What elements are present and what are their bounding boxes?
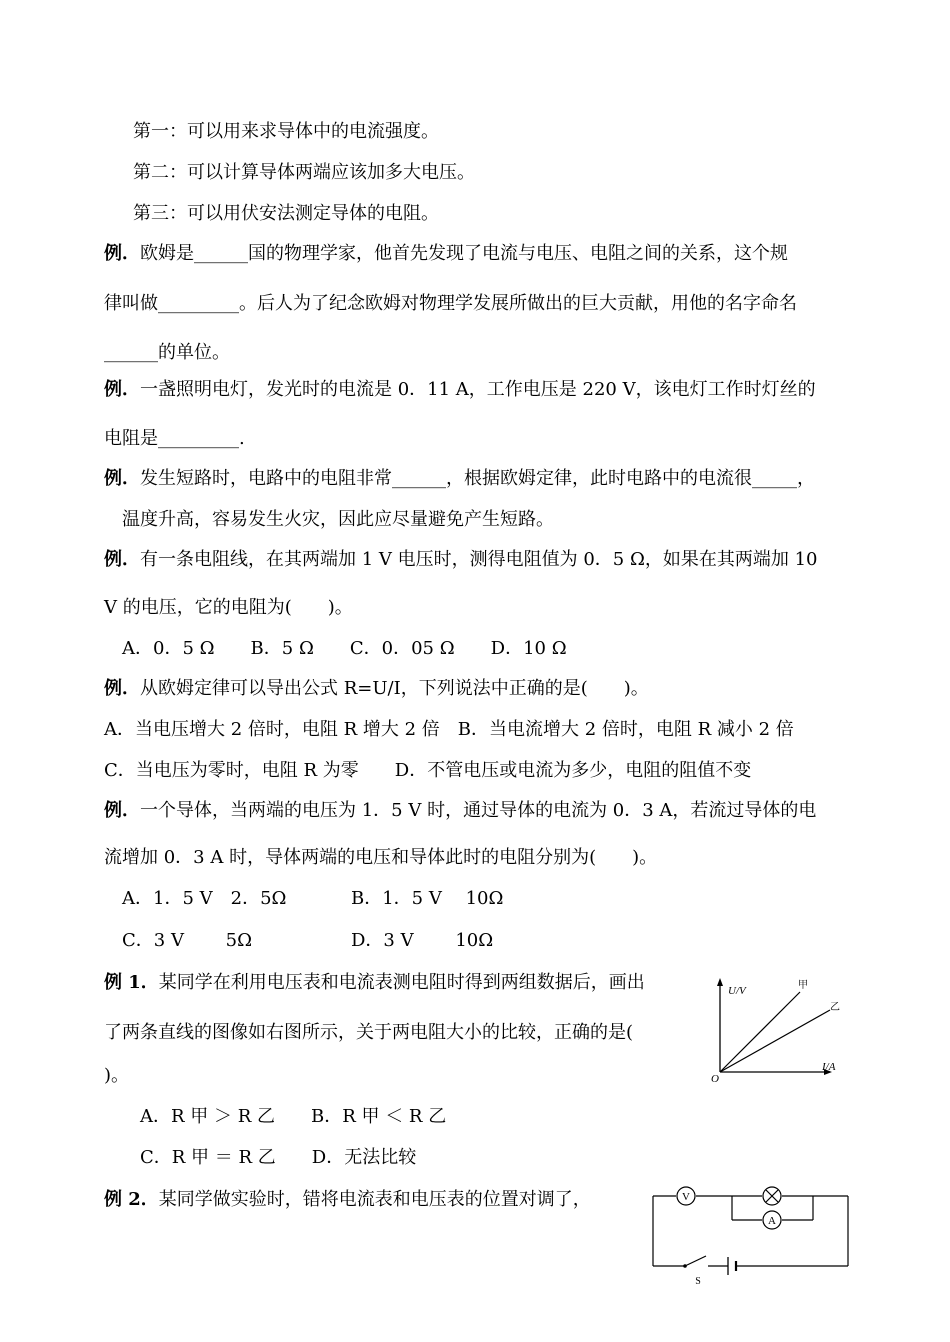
example-4-line2: V 的电压，它的电阻为( )。	[104, 597, 353, 618]
example-7-options-ab: A．R 甲 ＞ R 乙 B．R 甲 ＜ R 乙	[140, 1106, 447, 1127]
example-7-options-cd: C．R 甲 ＝ R 乙 D．无法比较	[140, 1147, 417, 1168]
example-label: 例 1．	[104, 972, 159, 993]
example-2	[104, 378, 816, 402]
example-text: 某同学在利用电压表和电流表测电阻时得到两组数据后，画出	[158, 972, 645, 993]
example-label: 例．	[104, 468, 140, 489]
example-3	[104, 467, 815, 491]
example-6-option-c: C．3 V 5Ω	[122, 930, 253, 951]
example-text: 某同学做实验时，错将电流表和电压表的位置对调了，	[158, 1189, 591, 1210]
switch-blade-icon	[685, 1256, 706, 1266]
example-5-options-ab: A．当电压增大 2 倍时，电阻 R 增大 2 倍 B．当电流增大 2 倍时，电阻 R 减小 2 倍	[104, 719, 794, 740]
example-3-line2: 温度升高，容易发生火灾，因此应尽量避免产生短路。	[122, 509, 554, 530]
y-axis-label: U/V	[728, 985, 746, 997]
example-5-options-cd: C．当电压为零时，电阻 R 为零 D．不管电压或电流为多少，电阻的阻值不变	[104, 760, 752, 781]
ui-graph-figure	[708, 970, 848, 1090]
example-1-line2: 律叫做_________。后人为了纪念欧姆对物理学发展所做出的巨大贡献，用他的名字命名	[104, 293, 797, 314]
line-jia	[720, 992, 800, 1072]
example-text: 欧姆是______国的物理学家，他首先发现了电流与电压、电阻之间的关系，这个规	[140, 243, 788, 264]
example-label: 例 2．	[104, 1189, 159, 1210]
switch-label: S	[695, 1276, 701, 1287]
example-text: 一个导体，当两端的电压为 1．5 V 时，通过导体的电流为 0．3 A，若流过导体的电	[140, 800, 817, 821]
example-2-line2: 电阻是_________.	[104, 428, 245, 449]
example-8	[104, 1188, 591, 1212]
example-6-option-a: A．1．5 V 2．5Ω	[122, 888, 287, 909]
example-label: 例．	[104, 243, 140, 264]
example-7-line2: 了两条直线的图像如右图所示，关于两电阻大小的比较，正确的是(	[104, 1022, 634, 1043]
example-text: 发生短路时，电路中的电阻非常______，根据欧姆定律，此时电路中的电流很_____，	[140, 468, 815, 489]
example-label: 例．	[104, 800, 140, 821]
example-7-line3: )。	[104, 1065, 130, 1086]
example-6-option-b: B．1．5 V 10Ω	[351, 888, 504, 909]
example-5	[104, 677, 649, 701]
example-text: 一盏照明电灯，发光时的电流是 0．11 A，工作电压是 220 V，该电灯工作时灯丝的	[140, 379, 816, 400]
example-1	[104, 242, 788, 266]
y-axis-arrow-icon	[717, 978, 723, 986]
line-yi	[720, 1010, 830, 1072]
text-p1: 第一：可以用来求导体中的电流强度。	[133, 121, 439, 142]
example-text: 有一条电阻线，在其两端加 1 V 电压时，测得电阻值为 0．5 Ω，如果在其两端加 10	[140, 549, 818, 570]
ammeter-label: A	[768, 1215, 776, 1227]
example-6-option-d: D．3 V 10Ω	[351, 930, 494, 951]
example-label: 例．	[104, 678, 140, 699]
example-6	[104, 799, 816, 823]
voltmeter-label: V	[682, 1191, 690, 1203]
x-axis-label: I/A	[822, 1061, 836, 1073]
line-yi-label: 乙	[830, 1002, 840, 1013]
circuit-figure	[648, 1180, 853, 1290]
example-label: 例．	[104, 549, 140, 570]
example-1-line3: ______的单位。	[104, 342, 230, 363]
line-jia-label: 甲	[798, 980, 808, 991]
example-4-options: A．0．5 Ω B．5 Ω C．0．05 Ω D．10 Ω	[122, 638, 567, 659]
text-p3: 第三：可以用伏安法测定导体的电阻。	[133, 203, 439, 224]
text-p2: 第二：可以计算导体两端应该加多大电压。	[133, 162, 475, 183]
example-6-line2: 流增加 0．3 A 时，导体两端的电压和导体此时的电阻分别为( )。	[104, 847, 658, 868]
example-4	[104, 548, 818, 572]
example-7	[104, 971, 645, 995]
origin-label: O	[711, 1073, 719, 1085]
example-label: 例．	[104, 379, 140, 400]
example-text: 从欧姆定律可以导出公式 R=U/I，下列说法中正确的是( )。	[140, 678, 649, 699]
